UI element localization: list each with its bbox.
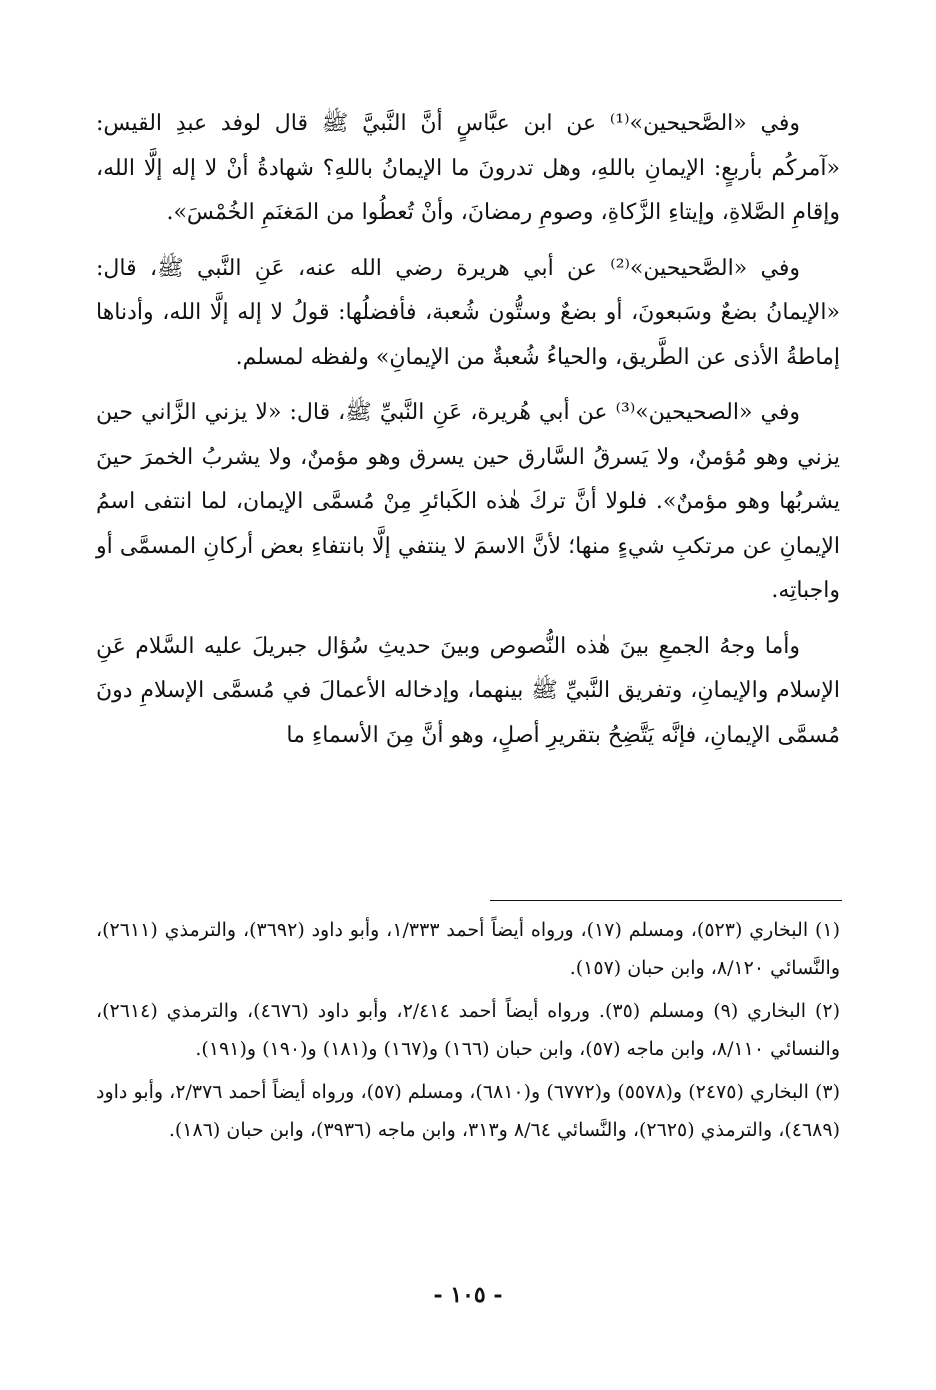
footnote-2: (٢) البخاري (٩) ومسلم (٣٥). ورواه أيضاً أحمد ٢/٤١٤، وأبو داود (٤٦٧٦)، والترمذي (٢٦١٤)، والنسائي ٨/١١٠، وابن ماجه (٥٧)، وابن حبان (١٦٦) و(١٦٧) و(١٨١) و(١٩٠) و(١٩١). — [96, 1000, 840, 1060]
paragraph-2: وفي «الصَّحيحين»⁽²⁾ عن أبي هريرة رضي الله عنه، عَنِ النَّبي ﷺ، قال: «الإيمانُ بضعٌ وسَبعونَ، أو بضعٌ وستُّون شُعبة، فأفضلُها: قولُ لا إله إلَّا الله، وأدناها إماطةُ الأذى عن الطَّريق، والحياءُ شُعبةٌ من الإيمانِ» ولفظه لمسلم. — [96, 255, 840, 370]
paragraph-1: وفي «الصَّحيحين»⁽¹⁾ عن ابن عبَّاسٍ أنَّ النَّبيَّ ﷺ قال لوفد عبدِ القيس: «آمركُم بأربعٍ: الإيمانِ باللهِ، وهل تدرونَ ما الإيمانُ باللهِ؟ شهادةُ أنْ لا إله إلَّا الله، وإقامِ الصَّلاةِ، وإيتاءِ الزَّكاةِ، وصومِ رمضانَ، وأنْ تُعطُوا من المَغنَمِ الخُمْسَ». — [96, 111, 840, 225]
main-text — [96, 102, 840, 769]
footnote-separator — [490, 900, 842, 901]
footnotes — [96, 912, 840, 1155]
paragraph-4: وأما وجهُ الجمعِ بينَ هٰذه النُّصوص وبينَ حديثِ سُؤال جبريلَ عليه السَّلام عَنِ الإسلام والإيمانِ، وتفريق النَّبيِّ ﷺ بينهما، وإدخاله الأعمالَ في مُسمَّى الإسلامِ دونَ مُسمَّى الإيمانِ، فإنَّه يَتَّضِحُ بتقريرِ أصلٍ، وهو أنَّ مِنَ الأسماءِ ما — [96, 633, 840, 748]
page-number: - ١٠٥ - — [433, 1282, 503, 1308]
footnote-1: (١) البخاري (٥٢٣)، ومسلم (١٧)، ورواه أيضاً أحمد ١/٣٣٣، وأبو داود (٣٦٩٢)، والترمذي (٢٦١١)، والنَّسائي ٨/١٢٠، وابن حبان (١٥٧). — [96, 919, 840, 979]
paragraph-3: وفي «الصحيحين»⁽³⁾ عن أبي هُريرة، عَنِ النَّبيِّ ﷺ، قال: «لا يزني الزَّاني حين يزني وهو مُؤمنٌ، ولا يَسرقُ السَّارق حين يسرق وهو مؤمنٌ، ولا يشربُ الخمرَ حينَ يشربُها وهو مؤمنٌ». فلولا أنَّ تركَ هٰذه الكَبائرِ مِنْ مُسمَّى الإيمان، لما انتفى اسمُ الإيمانِ عن مرتكبِ شيءٍ منها؛ لأنَّ الاسمَ لا ينتفي إلَّا بانتفاءِ بعض أركانِ المسمَّى أو واجباتِه. — [96, 400, 840, 603]
footnote-3: (٣) البخاري (٢٤٧٥) و(٥٥٧٨) و(٦٧٧٢) و(٦٨١٠)، ومسلم (٥٧)، ورواه أيضاً أحمد ٢/٣٧٦، وأبو داود (٤٦٨٩)، والترمذي (٢٦٢٥)، والنَّسائي ٨/٦٤ و٣١٣، وابن ماجه (٣٩٣٦)، وابن حبان (١٨٦). — [96, 1081, 841, 1141]
